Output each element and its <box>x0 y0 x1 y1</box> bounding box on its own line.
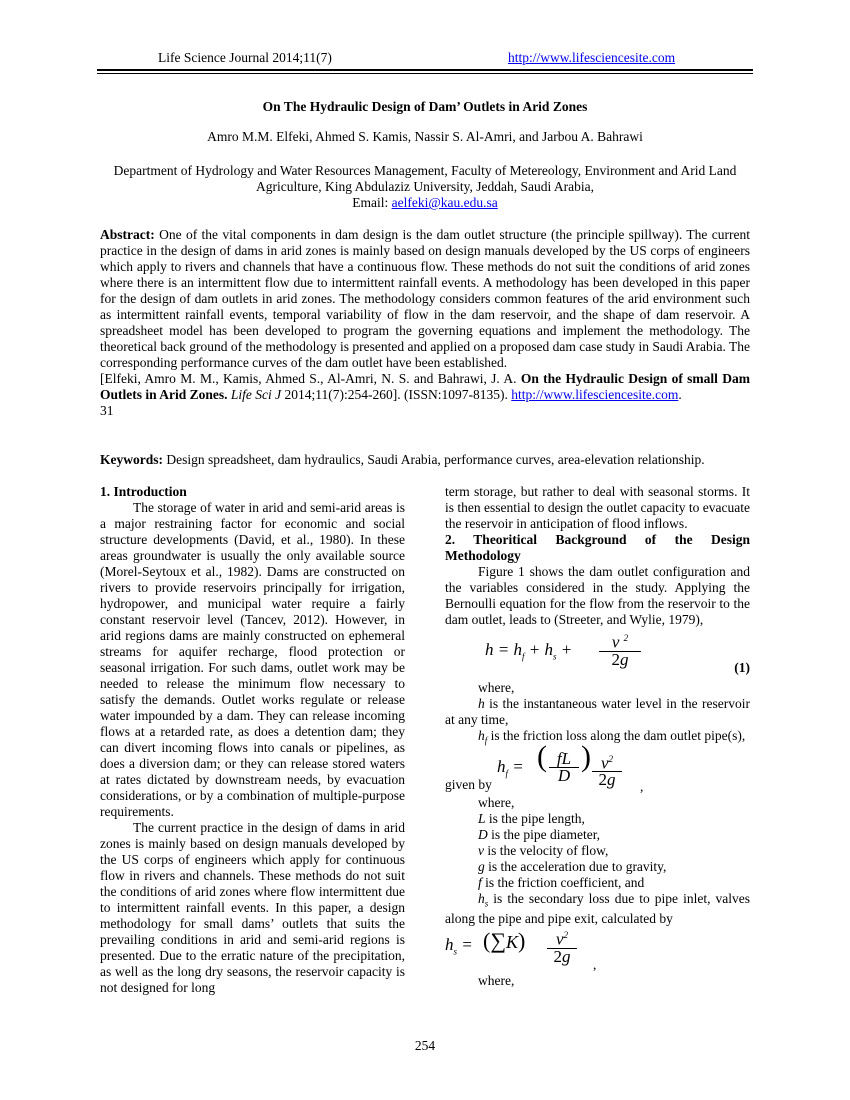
equation-friction-loss: given by $h_f$ = ( $\frac{fL}{D}$ ) $\frac{v^2}{2g}$ , <box>445 739 644 794</box>
g-definition: g is the acceleration due to gravity, <box>478 858 667 874</box>
affiliation <box>100 163 750 211</box>
citation-title: On the Hydraulic Design of small Dam Outlets in Arid Zones. <box>100 371 750 402</box>
citation-journal: Life Sci J <box>230 387 282 402</box>
left-column <box>100 484 405 996</box>
equation-1: $h = h_f + h_s$ + $\frac{v ^2}{2g}$ (1) <box>445 630 750 680</box>
intro-paragraph-continued: term storage, but rather to deal with seasonal storms. It is then essential to design the outlet capacity to evacuate the reservoir in anticipation of flood inflows. <box>445 484 750 531</box>
citation-url-link[interactable]: http://www.lifesciencesite.com <box>511 387 679 402</box>
h-definition: h is the instantaneous water level in the reservoir at any time, <box>445 696 750 727</box>
journal-url-link[interactable]: http://www.lifesciencesite.com <box>508 50 676 65</box>
paper-title: On The Hydraulic Design of Dam’ Outlets in Arid Zones <box>262 99 588 114</box>
hs-definition: $h_s$ is the secondary loss due to pipe inlet, valves along the pipe and pipe exit, calculated by <box>445 890 750 927</box>
citation-number: 31 <box>100 403 114 418</box>
abstract-label: Abstract: <box>100 227 155 242</box>
L-definition: L is the pipe length, <box>478 810 585 826</box>
journal-name: Life Science Journal 2014;11(7) <box>158 50 332 65</box>
intro-paragraph-1: The storage of water in arid and semi-arid areas is a major restraining factor for economic and social structure developments (David, et al., 1980). In these areas groundwater is usually the only available source (Morel-Seytoux et al., 1982). Dams are constructed on rivers to provide reservoirs principally for irrigation, hydropower, and municipal water require a fairly constant reservoir level (Tancev, 2012). However, in arid regions dams are mainly constructed on ephemeral streams for aquifer recharge, flood protection or seasonal irrigation. For such dams, outlet work may be needed to release the minimum flow necessary to satisfy the demands. Outlet works regulate or release water impounded by a dam. They can release incoming flows at a retarded rate, as does a detention dam; they can divert incoming flows into canals or pipelines, as does a diversion dam; or they can release stored waters at rates dictated by downstream needs, by evacuation considerations, or by a combination of multiple-purpose requirements. <box>100 500 405 819</box>
v-definition: v is the velocity of flow, <box>478 842 609 858</box>
email-link[interactable]: aelfeki@kau.edu.sa <box>391 195 498 210</box>
D-definition: D is the pipe diameter, <box>478 826 601 842</box>
equation-secondary-loss: $h_s$ = (∑K) $\frac{v^2}{2g}$ , <box>445 928 597 973</box>
where-label-1: where, <box>478 680 515 695</box>
section-heading-methodology-line1: 2. Theoritical Background of the Design <box>445 532 750 547</box>
equation-1-number: (1) <box>734 660 750 675</box>
email-line <box>100 195 750 211</box>
abstract <box>100 227 750 419</box>
page-number: 254 <box>414 1038 436 1053</box>
citation-period: . <box>678 387 682 402</box>
hf-definition: $h_f$ is the friction loss along the dam outlet pipe(s), <box>478 728 746 746</box>
header-rule <box>97 69 753 71</box>
authors: Amro M.M. Elfeki, Ahmed S. Kamis, Nassir S. Al-Amri, and Jarbou A. Bahrawi <box>207 129 643 144</box>
where-label-2: where, <box>478 794 515 810</box>
section-heading-introduction: 1. Introduction <box>100 484 187 499</box>
section-heading-methodology-line2: Methodology <box>445 548 521 563</box>
methodology-paragraph-1: Figure 1 shows the dam outlet configuration and the variables considered in the study. Applying the Bernoulli equation for the flow from the reservoir to the dam outlet, leads to (Streeter, and Wylie, 1979), <box>445 564 750 627</box>
affiliation-line-2: Agriculture, King Abdulaziz University, Jeddah, Saudi Arabia, <box>255 179 595 194</box>
affiliation-line-1: Department of Hydrology and Water Resources Management, Faculty of Metereology, Environment and Arid Land <box>113 163 737 178</box>
citation-details: 2014;11(7):254-260]. (ISSN:1097-8135). <box>281 387 512 402</box>
keywords-label: Keywords: <box>100 452 163 467</box>
abstract-text: One of the vital components in dam design is the dam outlet structure (the principle spillway). The current practice in the design of dams in arid zones is mainly based on design manuals developed by the US corps of engineers which apply to rivers and channels that have a continuous flow. These methods do not suit the conditions of arid zones where there is an intermittent flow due to intermittent rainfall events. A methodology has been developed in this paper for the design of dam outlets in arid zones. The methodology considers common features of the arid environment such as intermittent rainfall events, temporal variability of flow in the dam reservoir, and the shape of dam reservoir. A spreadsheet model has been developed to program the governing equations and implement the methodology. The theoretical back ground of the methodology is presented and applied on a proposed dam case study in Saudi Arabia. The corresponding performance curves of the dam outlet have been established. <box>100 227 750 370</box>
keywords-text: Design spreadsheet, dam hydraulics, Saudi Arabia, performance curves, area-elevation relationship. <box>163 452 705 467</box>
where-label-3: where, <box>478 973 515 989</box>
f-definition: f is the friction coefficient, and <box>478 874 645 890</box>
citation-authors: [Elfeki, Amro M. M., Kamis, Ahmed S., Al-Amri, N. S. and Bahrawi, J. A. <box>100 371 521 386</box>
running-header <box>100 50 750 68</box>
email-label: Email: <box>352 195 392 210</box>
header-rule-thin <box>97 73 753 74</box>
given-by-label: given by <box>445 776 492 792</box>
keywords <box>100 452 750 468</box>
right-column <box>445 484 750 989</box>
intro-paragraph-2: The current practice in the design of dams in arid zones is mainly based on design manuals developed by the US corps of engineers which apply for continuous flow in rivers and channels. These methods do not suit the conditions of arid zones where flow intermittent due to intermittent rainfall events. In this paper, a design methodology for small dams’ outlets that suits the prevailing conditions in arid and semi-arid regions is presented. Due to the erratic nature of the precipitation, as well as the long dry seasons, the reservoir capacity is not designed for long <box>100 820 405 995</box>
